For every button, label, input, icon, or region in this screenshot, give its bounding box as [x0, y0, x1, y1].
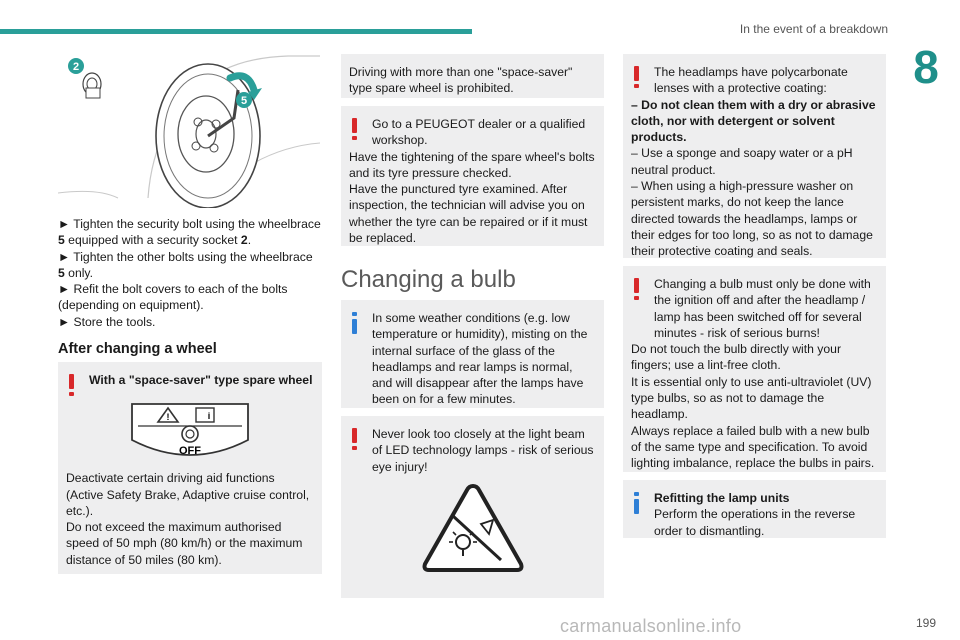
lenses-line-1: – Use a sponge and soapy water or a pH neutral product.: [631, 146, 853, 177]
warning-icon: [634, 66, 639, 88]
step-4: ► Store the tools.: [58, 314, 156, 329]
header-title: In the event of a breakdown: [739, 22, 888, 36]
warning-box-space-saver: [58, 362, 322, 574]
lenses-line-2: – When using a high-pressure washer on persistent marks, do not keep the lance directed towards the headlamps, lamps or their edges for too long, so as not to damage their protective coating and seals.: [631, 179, 873, 259]
callout-5-label: 5: [240, 95, 248, 107]
section-title-after-change: After changing a wheel: [58, 341, 217, 357]
refitting-text: Perform the operations in the reverse order to dismantling.: [654, 507, 856, 538]
info-box-refitting: [623, 480, 886, 538]
dealer-text: Go to a PEUGEOT dealer or a qualified workshop.: [372, 117, 586, 148]
dealer-line-1: Have the tightening of the spare wheel's bolts and its tyre pressure checked.: [349, 149, 595, 180]
warning-heading: With a "space-saver" type spare wheel: [89, 373, 313, 387]
dashboard-warning-display: [128, 400, 252, 464]
step-3: ► Refit the bolt covers to each of the bolts (depending on equipment).: [58, 282, 288, 313]
bulb-change-text: Changing a bulb must only be done with the ignition off and after the headlamp / lamp has been switched off for several minutes - risk of serious burns!: [654, 277, 871, 340]
watermark: carmanualsonline.info: [560, 616, 742, 636]
heading-changing-bulb: Changing a bulb: [341, 266, 516, 293]
lenses-bold-line: – Do not clean them with a dry or abrasive cloth, nor with detergent or solvent products.: [631, 97, 876, 145]
led-eye-hazard-icon: [419, 480, 527, 576]
warning-box-bulb-change: [623, 266, 886, 472]
svg-text:i: i: [207, 411, 211, 422]
warning-icon: [634, 278, 639, 300]
misting-text: In some weather conditions (e.g. low temperature or humidity), misting on the internal surface of the glass of the headlamps and rear lamps is normal, and will disappear after the lamps have been on for a few minutes.: [372, 311, 588, 407]
info-icon: [352, 312, 357, 334]
refitting-title: Refitting the lamp units: [654, 491, 790, 505]
info-box-misting: [341, 300, 604, 408]
bulb-line-3: Always replace a failed bulb with a new bulb of the same type and specification. To avoid lighting imbalance, replace the bulbs in pairs.: [631, 423, 875, 471]
warning-line-2: Do not exceed the maximum authorised speed of 50 mph (80 km/h) or the maximum distance of 50 miles (80 km).: [66, 520, 303, 567]
warning-box-headlamp-lenses: [623, 54, 886, 258]
warning-box-dealer: [341, 106, 604, 246]
space-saver-text: Driving with more than one "space-saver" type spare wheel is prohibited.: [349, 65, 573, 96]
wheel-steps: [58, 216, 322, 330]
svg-text:!: !: [166, 412, 170, 423]
chapter-number: 8: [913, 41, 939, 93]
bulb-line-1: Do not touch the bulb directly with your fingers; use a lint-free cloth.: [631, 342, 842, 373]
callout-2-label: 2: [72, 61, 80, 73]
step-2: ► Tighten the other bolts using the wheelbrace 5 only.: [58, 249, 313, 280]
warning-icon: [352, 428, 357, 450]
warning-icon: [352, 118, 357, 140]
warning-icon: [69, 374, 74, 396]
info-box-space-saver: [341, 54, 604, 98]
bulb-line-2: It is essential only to use anti-ultraviolet (UV) type bulbs, so as not to damage the headlamp.: [631, 374, 872, 422]
header-accent-bar: [0, 29, 472, 34]
dealer-line-2: Have the punctured tyre examined. After inspection, the technician will advise you on whether the tyre can be repaired or if it must be replaced.: [349, 182, 588, 246]
warning-box-led: [341, 416, 604, 598]
off-label: OFF: [179, 445, 201, 458]
lenses-text: The headlamps have polycarbonate lenses with a protective coating:: [654, 65, 848, 96]
wheel-illustration: [58, 48, 322, 208]
bolt-icon: [83, 73, 101, 98]
step-1: ► Tighten the security bolt using the wheelbrace 5 equipped with a security socket 2.: [58, 217, 321, 248]
led-warning-text: Never look too closely at the light beam of LED technology lamps - risk of serious eye injury!: [372, 427, 594, 474]
warning-line-1: Deactivate certain driving aid functions (Active Safety Brake, Adaptive cruise control, etc.).: [66, 471, 310, 518]
info-icon: [634, 492, 639, 514]
page-number: 199: [915, 616, 936, 630]
